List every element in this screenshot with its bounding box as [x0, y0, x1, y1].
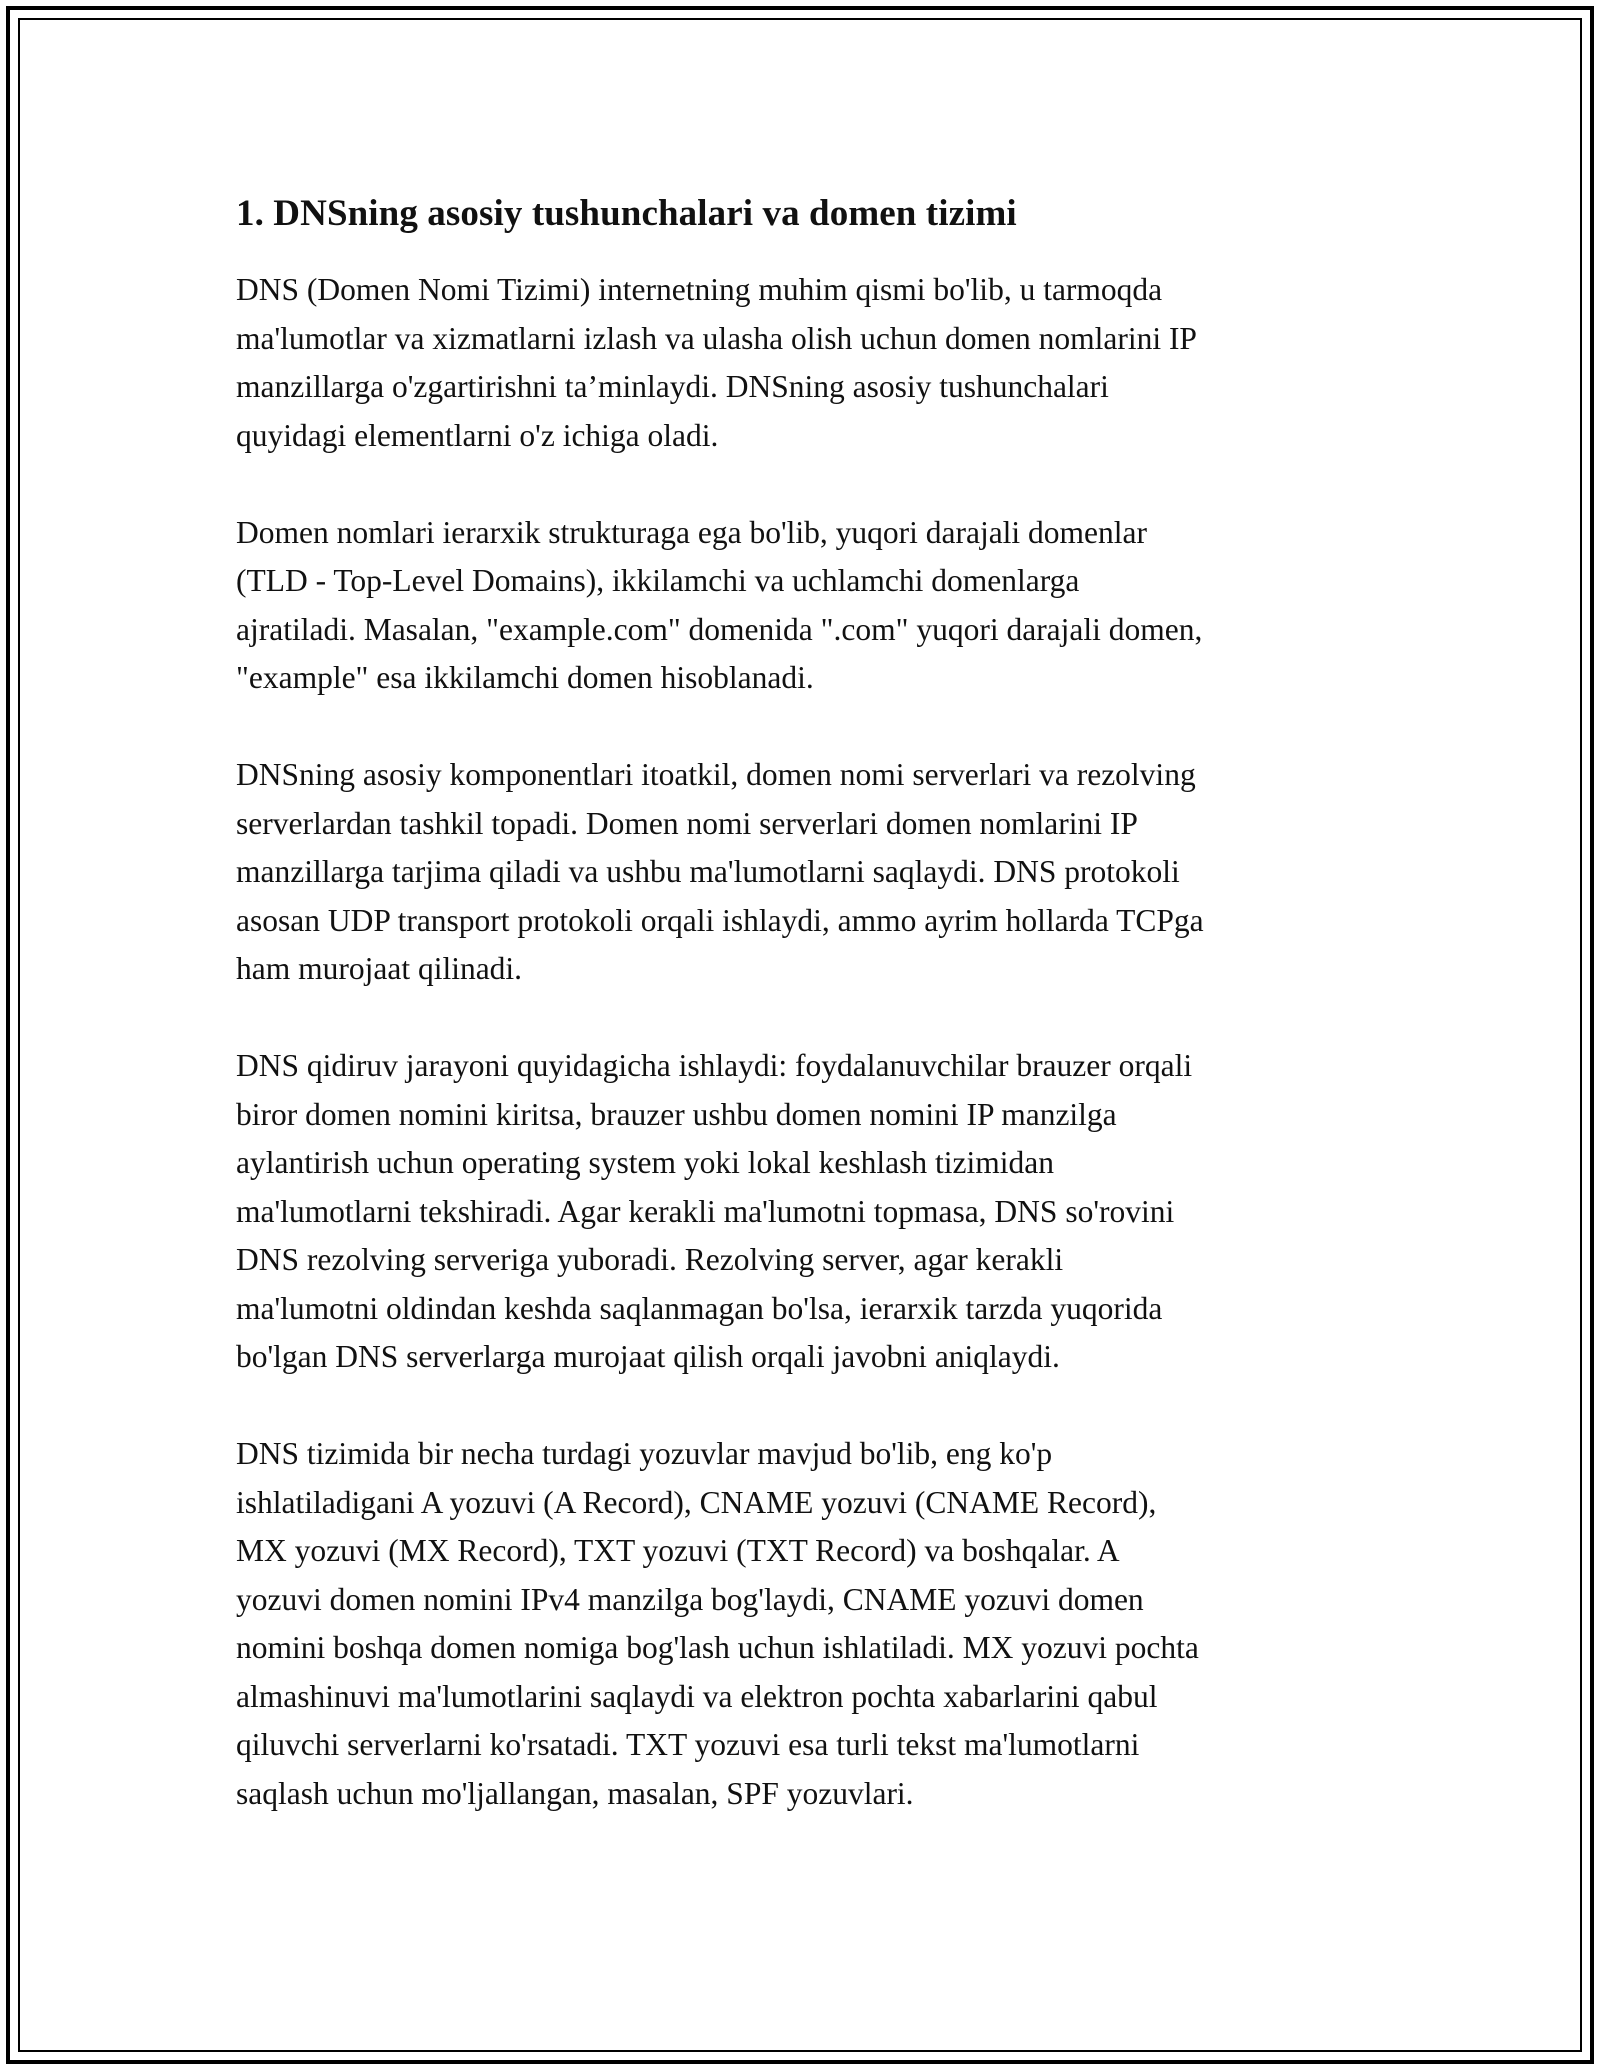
paragraph-lookup-process: DNS qidiruv jarayoni quyidagicha ishlaydi: foydalanuvchilar brauzer orqali biror domen nomini kiritsa, brauzer ushbu domen nomini IP manzilga aylantirish uchun operating system yoki lokal keshlash tizimidan ma'lumotlarni tekshiradi. Agar kerakli ma'lumotni topmasa, DNS so'rovini DNS rezolving serveriga yuboradi. Rezolving server, agar kerakli ma'lumotni oldindan keshda saqlanmagan bo'lsa, ierarxik tarzda yuqorida bo'lgan DNS serverlarga murojaat qilish orqali javobni aniqlaydi. [236, 1048, 1193, 1374]
paragraph-domain-hierarchy: Domen nomlari ierarxik strukturaga ega bo'lib, yuqori darajali domenlar (TLD - Top-Level Domains), ikkilamchi va uchlamchi domenlarga ajratiladi. Masalan, "example.com" domenida ".com" yuqori darajali domen, "example" esa ikkilamchi domen hisoblanadi. [236, 514, 1203, 695]
paragraph-intro: DNS (Domen Nomi Tizimi) internetning muhim qismi bo'lib, u tarmoqda ma'lumotlar va xizmatlarni izlash va ulasha olish uchun domen nomlarini IP manzillarga o'zgartirishni ta’minlaydi. DNSning asosiy tushunchalari quyidagi elementlarni o'z ichiga oladi. [236, 272, 1197, 453]
paragraph-components: DNSning asosiy komponentlari itoatkil, domen nomi serverlari va rezolving serverlardan tashkil topadi. Domen nomi serverlari domen nomlarini IP manzillarga tarjima qiladi va ushbu ma'lumotlarni saqlaydi. DNS protokoli asosan UDP transport protokoli orqali ishlaydi, ammo ayrim hollarda TCPga ham murojaat qilinadi. [236, 757, 1204, 986]
section-heading: 1. DNSning asosiy tushunchalari va domen tizimi [236, 193, 1017, 234]
document-body [236, 186, 1366, 1818]
paragraph-record-types: DNS tizimida bir necha turdagi yozuvlar mavjud bo'lib, eng ko'p ishlatiladigani A yozuvi (A Record), CNAME yozuvi (CNAME Record), MX yozuvi (MX Record), TXT yozuvi (TXT Record) va boshqalar. A yozuvi domen nomini IPv4 manzilga bog'laydi, CNAME yozuvi domen nomini boshqa domen nomiga bog'lash uchun ishlatiladi. MX yozuvi pochta almashinuvi ma'lumotlarini saqlaydi va elektron pochta xabarlarini qabul qiluvchi serverlarni ko'rsatadi. TXT yozuvi esa turli tekst ma'lumotlarni saqlash uchun mo'ljallangan, masalan, SPF yozuvlari. [236, 1436, 1199, 1811]
